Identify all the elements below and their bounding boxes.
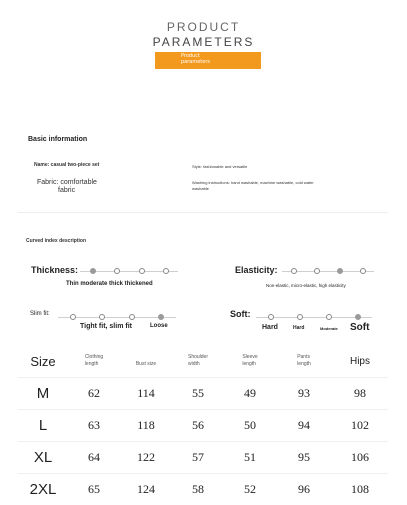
measure-cell: 65 — [68, 474, 120, 505]
fabric-info-line2: fabric — [58, 186, 75, 195]
measure-cell: 56 — [172, 410, 224, 442]
size-table — [18, 345, 388, 505]
measure-cell: 102 — [332, 410, 388, 442]
measure-cell: 51 — [224, 442, 276, 474]
thickness-label: Thickness: — [31, 265, 78, 275]
measure-cell: 49 — [224, 378, 276, 410]
measure-cell: 55 — [172, 378, 224, 410]
measure-cell: 122 — [120, 442, 172, 474]
soft-option-soft: Soft — [350, 322, 369, 333]
header-shoulder-width: Shoulder width — [172, 345, 224, 378]
soft-dot-4 — [355, 314, 361, 320]
measure-cell: 93 — [276, 378, 332, 410]
header-clothing-length: Clothing length — [68, 345, 120, 378]
elasticity-dot-1 — [291, 268, 297, 274]
slim-fit-label: Slim fit: — [30, 311, 50, 317]
banner-text-line1: Product — [181, 53, 200, 59]
measure-cell: 106 — [332, 442, 388, 474]
table-row — [18, 378, 388, 410]
measure-cell: 95 — [276, 442, 332, 474]
header-sleeve-length: Sleeve length — [224, 345, 276, 378]
measure-cell: 124 — [120, 474, 172, 505]
header-size: Size — [18, 345, 68, 378]
washing-info-line1: Washing instructions: hand washable, machine washable, cold water — [192, 180, 314, 186]
soft-option-hard-1: Hard — [262, 324, 278, 331]
size-table-header — [18, 345, 388, 378]
soft-option-moderate: Moderate — [320, 326, 338, 331]
measure-cell: 64 — [68, 442, 120, 474]
measure-cell: 98 — [332, 378, 388, 410]
soft-dot-1 — [268, 314, 274, 320]
slim-fit-option-loose: Loose — [150, 323, 168, 329]
measure-cell: 96 — [276, 474, 332, 505]
header-pants-length: Pants length — [276, 345, 332, 378]
header-bust-size: Bust size — [120, 345, 172, 378]
size-cell: 2XL — [18, 474, 68, 505]
measure-cell: 62 — [68, 378, 120, 410]
washing-info-line2: washable — [192, 186, 209, 192]
measure-cell: 52 — [224, 474, 276, 505]
curved-index-heading: Curved index description — [26, 238, 86, 244]
size-cell: L — [18, 410, 68, 442]
style-info: Style: fashionable and versatile — [192, 164, 247, 170]
slim-fit-dot-1 — [70, 314, 76, 320]
slim-fit-dot-2 — [99, 314, 105, 320]
thickness-dot-2 — [114, 268, 120, 274]
thickness-options: Thin moderate thick thickened — [66, 281, 153, 287]
thickness-dot-4 — [163, 268, 169, 274]
measure-cell: 63 — [68, 410, 120, 442]
elasticity-options: Non-elastic, micro-elastic, high elasticity — [266, 283, 346, 288]
divider-top — [18, 212, 388, 213]
elasticity-dot-2 — [314, 268, 320, 274]
measure-cell: 108 — [332, 474, 388, 505]
soft-dot-3 — [326, 314, 332, 320]
basic-info-heading: Basic information — [28, 136, 87, 143]
soft-option-hard-2: Hard — [293, 325, 304, 331]
table-row — [18, 474, 388, 505]
title-banner — [155, 52, 261, 69]
page-title-line2: PARAMETERS — [0, 35, 407, 49]
thickness-dot-1 — [90, 268, 96, 274]
measure-cell: 94 — [276, 410, 332, 442]
size-cell: XL — [18, 442, 68, 474]
measure-cell: 114 — [120, 378, 172, 410]
banner-text-line2: parameters — [181, 59, 210, 65]
elasticity-dot-4 — [360, 268, 366, 274]
soft-dot-2 — [297, 314, 303, 320]
elasticity-dot-3 — [337, 268, 343, 274]
soft-label: Soft: — [230, 309, 251, 319]
table-row — [18, 442, 388, 474]
elasticity-label: Elasticity: — [235, 265, 278, 275]
slim-fit-dot-4 — [158, 314, 164, 320]
size-cell: M — [18, 378, 68, 410]
measure-cell: 58 — [172, 474, 224, 505]
table-row — [18, 410, 388, 442]
slim-fit-option-tight: Tight fit, slim fit — [80, 323, 132, 330]
measure-cell: 57 — [172, 442, 224, 474]
page-title-line1: PRODUCT — [0, 20, 407, 34]
fabric-info-line1: Fabric: comfortable — [37, 178, 97, 187]
thickness-dot-3 — [139, 268, 145, 274]
name-info: Name: casual two-piece set — [34, 162, 99, 168]
header-hips: Hips — [332, 345, 388, 378]
slim-fit-dot-3 — [129, 314, 135, 320]
measure-cell: 50 — [224, 410, 276, 442]
measure-cell: 118 — [120, 410, 172, 442]
